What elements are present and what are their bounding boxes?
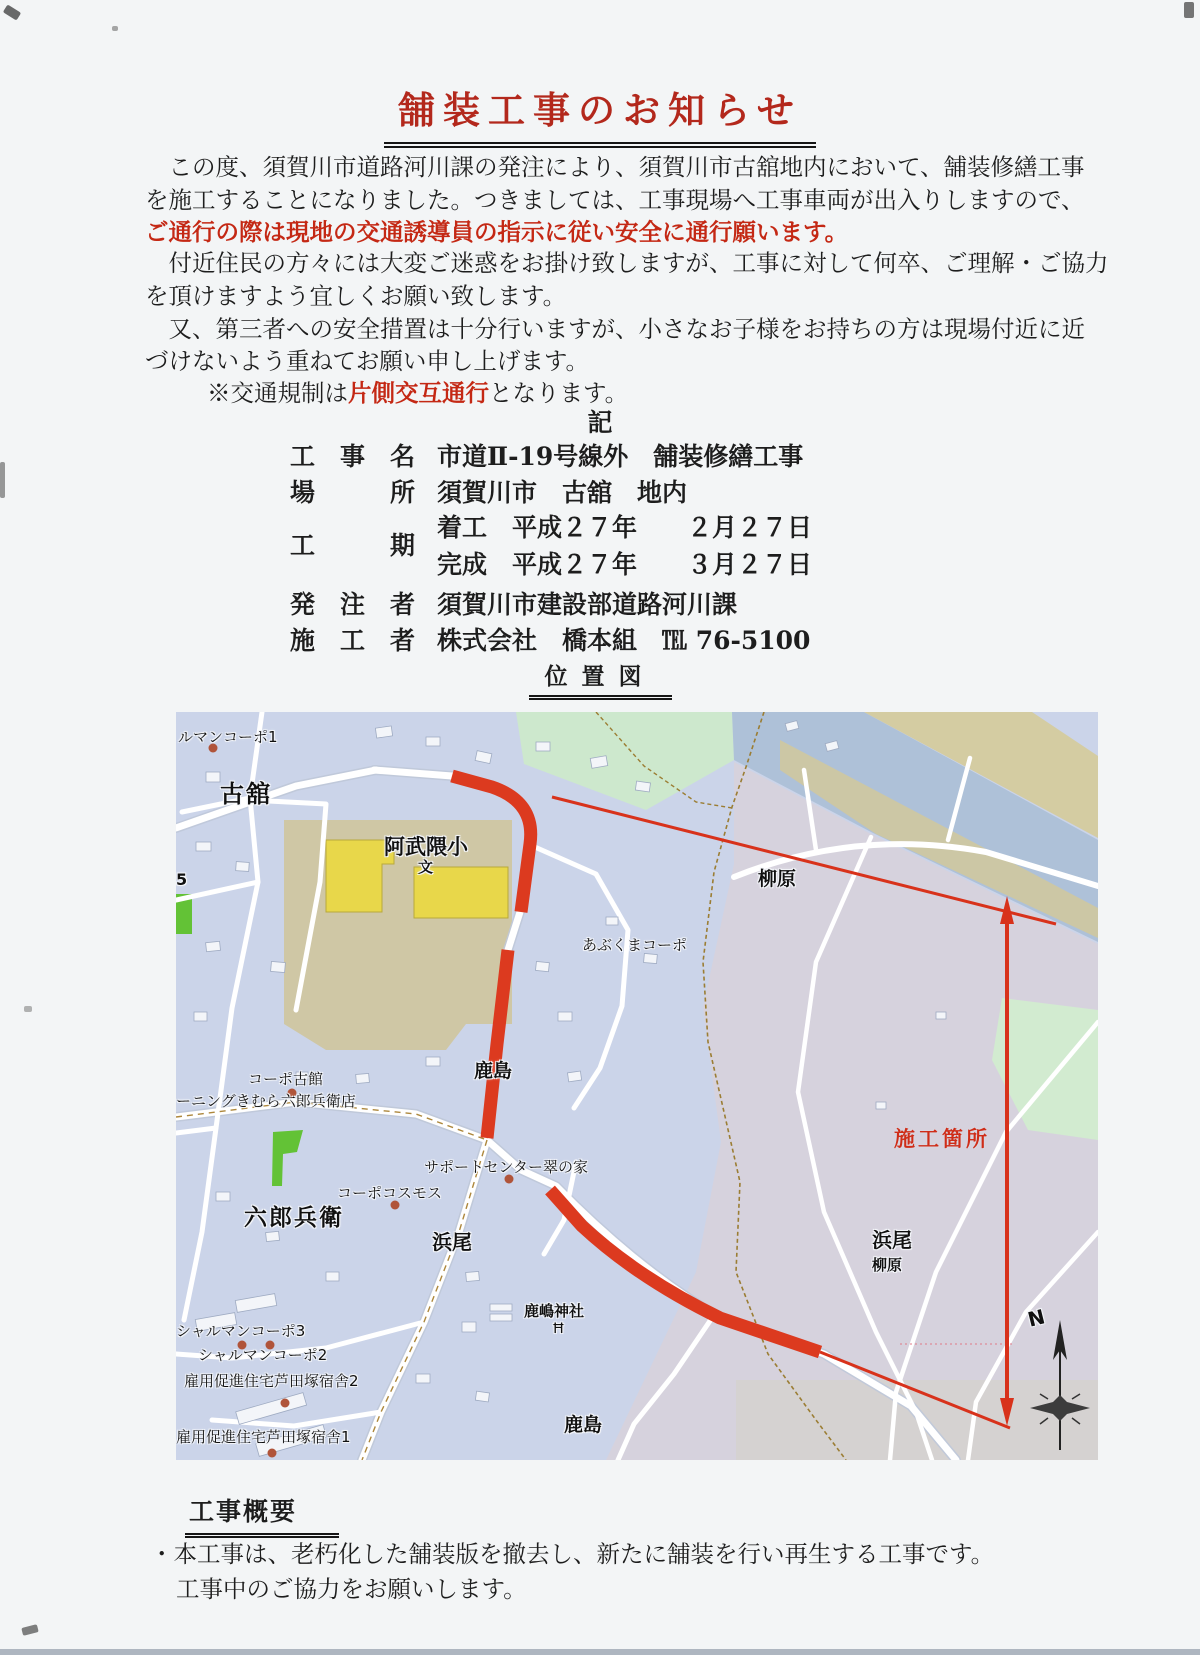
- map-label-charman2: シャルマンコーポ2: [198, 1346, 328, 1364]
- map-label-charman3: シャルマンコーポ3: [176, 1322, 306, 1340]
- location-map: [176, 712, 1098, 1460]
- traffic-note-suffix: となります。: [489, 379, 629, 407]
- page-title: [0, 80, 1200, 148]
- map-heading-text: 位置図: [529, 658, 672, 700]
- traffic-note-highlight: 片側交互通行: [348, 379, 489, 407]
- map-label-abukuma-corpo: あぶくまコーポ: [582, 936, 688, 954]
- scan-artifact: [112, 26, 118, 31]
- record-value-orderer: 須賀川市建設部道路河川課: [437, 590, 738, 619]
- record-value-location: 須賀川市 古舘 地内: [437, 478, 688, 507]
- overview-heading-text: 工事概要: [185, 1492, 339, 1538]
- body-line-5: を頂けますよう宜しくお願い致します。: [145, 282, 567, 310]
- map-label-yanagihara-right: 柳原: [872, 1256, 903, 1274]
- map-label-corpo-cosmos: コーポコスモス: [337, 1184, 443, 1202]
- scan-artifact: [21, 1624, 38, 1636]
- record-label-location: 場 所: [290, 478, 416, 507]
- record-heading: 記: [587, 408, 613, 437]
- scan-artifact: [0, 462, 5, 498]
- map-label-koyou2: 雇用促進住宅芦田塚宿舎2: [184, 1372, 359, 1390]
- overview-heading: [185, 1492, 339, 1538]
- traffic-note-prefix: ※交通規制は: [207, 379, 348, 407]
- record-value-work-name: 市道Ⅱ-19号線外 舗装修繕工事: [437, 442, 804, 471]
- record-label-contractor: 施 工 者: [290, 626, 416, 655]
- record-value-contractor: 株式会社 橋本組 ℡ 76-5100: [437, 626, 811, 655]
- traffic-note: [207, 379, 629, 407]
- map-label-route5: 5: [176, 870, 188, 889]
- map-label-construction-area: 施工箇所: [894, 1127, 990, 1151]
- map-label-corpo-furudate: コーポ古館: [248, 1070, 324, 1088]
- scan-artifact: [24, 1006, 32, 1012]
- body-line-1: この度、須賀川市道路河川課の発注により、須賀川市古舘地内において、舗装修繕工事: [145, 153, 1085, 181]
- map-label-support-center: サポートセンター翠の家: [424, 1158, 588, 1176]
- body-line-4: 付近住民の方々には大変ご迷惑をお掛け致しますが、工事に対して何卒、ご理解・ご協力: [145, 249, 1109, 277]
- body-line-3-warning: ご通行の際は現地の交通誘導員の指示に従い安全に通行願います。: [145, 218, 849, 246]
- scan-edge-band: [0, 1649, 1200, 1655]
- page-title-text: 舗装工事のお知らせ: [384, 80, 816, 148]
- scan-artifact: [1184, 2, 1194, 18]
- map-label-kashima-bottom: 鹿島: [564, 1414, 603, 1436]
- scan-artifact: [3, 4, 21, 20]
- body-line-7: づけないよう重ねてお願い申し上げます。: [145, 347, 590, 375]
- map-label-charman-corpo1: ルマンコーポ1: [178, 728, 278, 746]
- body-line-6: 又、第三者への安全措置は十分行いますが、小さなお子様をお持ちの方は現場付近に近: [145, 315, 1085, 343]
- map-label-abukuma-elementary: 阿武隈小: [384, 835, 468, 859]
- map-label-rokurobee: 六郎兵衛: [244, 1205, 344, 1231]
- record-label-orderer: 発 注 者: [290, 590, 416, 619]
- map-label-furudate: 古舘: [220, 780, 272, 808]
- overview-line-1: ・本工事は、老朽化した舗装版を撤去し、新たに舗装を行い再生する工事です。: [150, 1540, 995, 1568]
- map-label-kimura-store: ーニングきむら六郎兵衛店: [176, 1092, 356, 1110]
- map-heading: [0, 658, 1200, 700]
- map-label-yanagihara-top: 柳原: [758, 868, 797, 890]
- record-value-period-end: 完成 平成２７年 ３月２７日: [437, 550, 813, 579]
- map-symbol-school: 文: [418, 858, 434, 876]
- map-label-kashima-shrine: 鹿嶋神社: [524, 1302, 585, 1320]
- record-value-period-start: 着工 平成２７年 ２月２７日: [437, 513, 813, 542]
- record-label-period: 工 期: [290, 531, 416, 560]
- map-label-hamao-right: 浜尾: [872, 1228, 912, 1252]
- map-label-hamao-left: 浜尾: [432, 1230, 472, 1254]
- map-compass-n-label: N: [1025, 1304, 1048, 1332]
- body-line-2: を施工することになりました。つきましては、工事現場へ工事車両が出入りしますので、: [145, 186, 1085, 214]
- map-label-kashima-mid: 鹿島: [474, 1060, 513, 1082]
- overview-line-2: 工事中のご協力をお願いします。: [176, 1575, 527, 1603]
- record-label-work-name: 工 事 名: [290, 442, 416, 471]
- map-symbol-shrine: Ħ: [552, 1321, 565, 1337]
- map-label-koyou1: 雇用促進住宅芦田塚宿舎1: [176, 1428, 351, 1446]
